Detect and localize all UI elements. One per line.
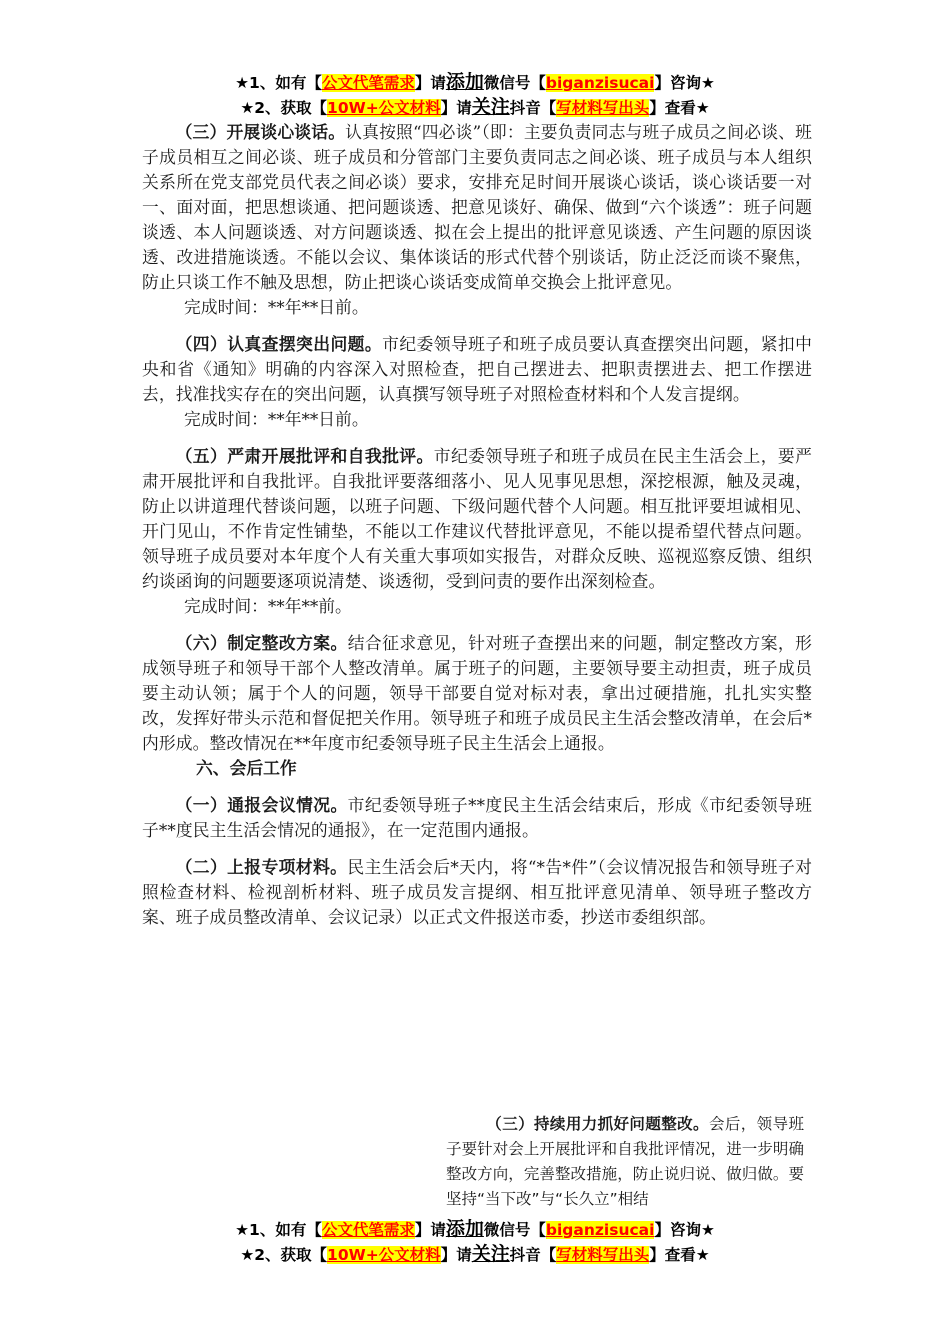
ad-line-1: ★1、如有【公文代笔需求】请添加微信号【biganzisucai】咨询★ — [235, 1218, 715, 1240]
paragraph-talks: （三）开展谈心谈话。认真按照“四必谈”（即：主要负责同志与班子成员之间必谈、班子成员相互之间必谈、班子成员和分管部门主要负责同志之间必谈、班子成员与本人组织关系所在党支部党员代表之间必谈）要求，安排充足时间开展谈心谈话，谈心谈话要一对一、面对面，把思想谈通、把问题谈透、把意见谈好、确保、做到“六个谈透”：班子问题谈透、本人问题谈透、对方问题谈透、拟在会上提出的批评意见谈透、产生问题的原因谈透、改进措施谈透。不能以会议、集体谈话的形式代替个别谈话，防止泛泛而谈不聚焦，防止只谈工作不触及思想，防止把谈心谈话变成简单交换会上批评意见。 — [142, 122, 812, 292]
deadline-talks: 完成时间：**年**日前。 — [184, 297, 369, 317]
ad-line-1: ★1、如有【公文代笔需求】请添加微信号【biganzisucai】咨询★ — [235, 71, 715, 93]
paragraph-rectification-plan: （六）制定整改方案。结合征求意见，针对班子查摆出来的问题，制定整改方案，形成领导班子和领导干部个人整改清单。属于班子的问题，主要领导要主动担责，班子成员要主动认领；属于个人的问题，领导干部要自觉对标对表，拿出过硬措施，扎扎实实整改，发挥好带头示范和督促把关作用。领导班子和班子成员民主生活会整改清单，在会后*内形成。整改情况在**年度市纪委领导班子民主生活会上通报。 — [142, 633, 812, 753]
ad-banner-top — [0, 70, 950, 120]
ad-line-2: ★2、获取【10W+公文材料】请关注抖音【写材料写出头】查看★ — [240, 1243, 710, 1265]
paragraph-rectification-followup: （三）持续用力抓好问题整改。会后，领导班子要针对会上开展批评和自我批评情况，进一步明确整改方向，完善整改措施，防止说归说、做归做。要坚持“当下改”与“长久立”相结 — [446, 1115, 804, 1208]
paragraph-notification: （一）通报会议情况。市纪委领导班子**度民主生活会结束后，形成《市纪委领导班子**度民主生活会情况的通报》，在一定范围内通报。 — [142, 795, 812, 840]
ad-banner-bottom — [0, 1217, 950, 1267]
document-body — [142, 120, 812, 930]
deadline-problems: 完成时间：**年**日前。 — [184, 409, 369, 429]
paragraph-criticism: （五）严肃开展批评和自我批评。市纪委领导班子和班子成员在民主生活会上，要严肃开展批评和自我批评。自我批评要落细落小、见人见事见思想，深挖根源，触及灵魂，防止以讲道理代替谈问题，以班子问题、下级问题代替个人问题。相互批评要坦诚相见、开门见山，不作肯定性铺垫，不能以工作建议代替批评意见，不能以提希望代替点问题。领导班子成员要对本年度个人有关重大事项如实报告，对群众反映、巡视巡察反馈、组织约谈函询的问题要逐项说清楚、谈透彻，受到问责的要作出深刻检查。 — [142, 446, 812, 591]
paragraph-report-materials: （二）上报专项材料。民主生活会后*天内，将“*告*件”（会议情况报告和领导班子对照检查材料、检视剖析材料、班子成员发言提纲、相互批评意见清单、领导班子整改方案、班子成员整改清单、会议记录）以正式文件报送市委，抄送市委组织部。 — [142, 857, 812, 927]
ad-line-2: ★2、获取【10W+公文材料】请关注抖音【写材料写出头】查看★ — [240, 96, 710, 118]
paragraph-problems: （四）认真查摆突出问题。市纪委领导班子和班子成员要认真查摆突出问题，紧扣中央和省《通知》明确的内容深入对照检查，把自己摆进去、把职责摆进去、把工作摆进去，找准找实存在的突出问题，认真撰写领导班子对照检查材料和个人发言提纲。 — [142, 334, 812, 404]
deadline-criticism: 完成时间：**年**前。 — [184, 596, 352, 616]
section-heading-after-meeting: 六、会后工作 — [196, 758, 297, 778]
